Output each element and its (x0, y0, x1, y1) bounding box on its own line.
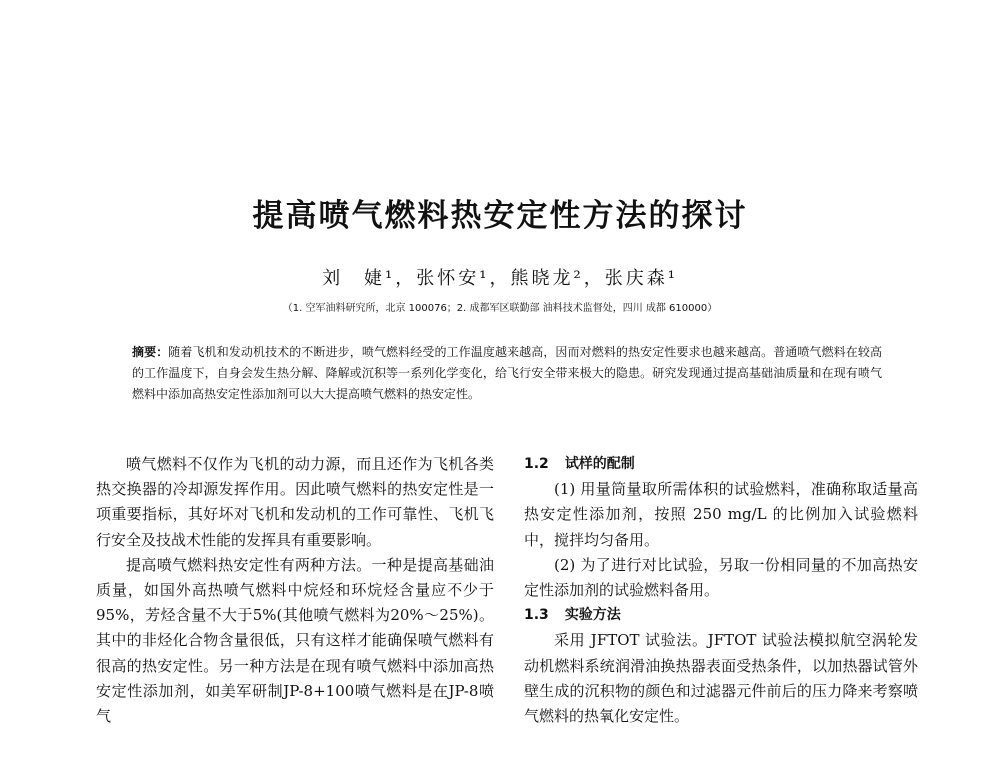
paragraph: (1) 用量筒量取所需体积的试验燃料，准确称取适量高热安定性添加剂，按照 250 mg/L 的比例加入试验燃料中，搅拌均匀备用。 (524, 480, 918, 549)
abstract-label: 摘要： (132, 345, 169, 359)
section-heading-1-3 (524, 603, 918, 628)
section-number: 1.3 (524, 607, 549, 624)
paragraph: 提高喷气燃料热安定性有两种方法。一种是提高基础油质量，如国外高热喷气燃料中烷烃和环烷烃含量应不少于95%，芳烃含量不大于5%(其他喷气燃料为20%～25%)。其中的非烃化合物含量很低，只有这样才能确保喷气燃料有很高的热安定性。另一种方法是在现有喷气燃料中添加高热安定性添加剂，如美军研制JP-8+100喷气燃料是在JP-8喷气 (96, 555, 494, 726)
right-column (524, 452, 918, 760)
section-number: 1.2 (524, 456, 549, 472)
section-title: 试样的配制 (564, 456, 635, 472)
left-column (96, 452, 494, 760)
paragraph: (2) 为了进行对比试验，另取一份相同量的不加高热安定性添加剂的试验燃料备用。 (524, 555, 918, 600)
paragraph: 采用 JFTOT 试验法。JFTOT 试验法模拟航空涡轮发动机燃料系统润滑油换热器表面受热条件，以加热器试管外壁生成的沉积物的颜色和过滤器元件前后的压力降来考察喷气燃料的热氧化安定性。 (524, 631, 918, 726)
section-title: 实验方法 (564, 607, 621, 624)
paragraph: 喷气燃料不仅作为飞机的动力源，而且还作为飞机各类热交换器的冷却源发挥作用。因此喷气燃料的热安定性是一项重要指标，其好坏对飞机和发动机的工作可靠性、飞机飞行安全及技战术性能的发挥具有重要影响。 (96, 455, 494, 549)
section-heading-1-2 (524, 452, 918, 477)
abstract-text: 随着飞机和发动机技术的不断进步，喷气燃料经受的工作温度越来越高，因而对燃料的热安定性要求也越来越高。普通喷气燃料在较高的工作温度下，自身会发生热分解、降解或沉积等一系列化学变化，给飞行安全带来极大的隐患。研究发现通过提高基础油质量和在现有喷气燃料中添加高热安定性添加剂可以大大提高喷气燃料的热安定性。 (132, 345, 882, 401)
author-list: 刘 婕¹，张怀安¹，熊晓龙²，张庆森¹ (322, 268, 678, 289)
abstract (132, 342, 882, 405)
affiliation: （1. 空军油料研究所，北京 100076；2. 成都军区联勤部 油料技术监督处，四川 成都 610000） (282, 303, 718, 314)
paper-title: 提高喷气燃料热安定性方法的探讨 (252, 198, 748, 234)
